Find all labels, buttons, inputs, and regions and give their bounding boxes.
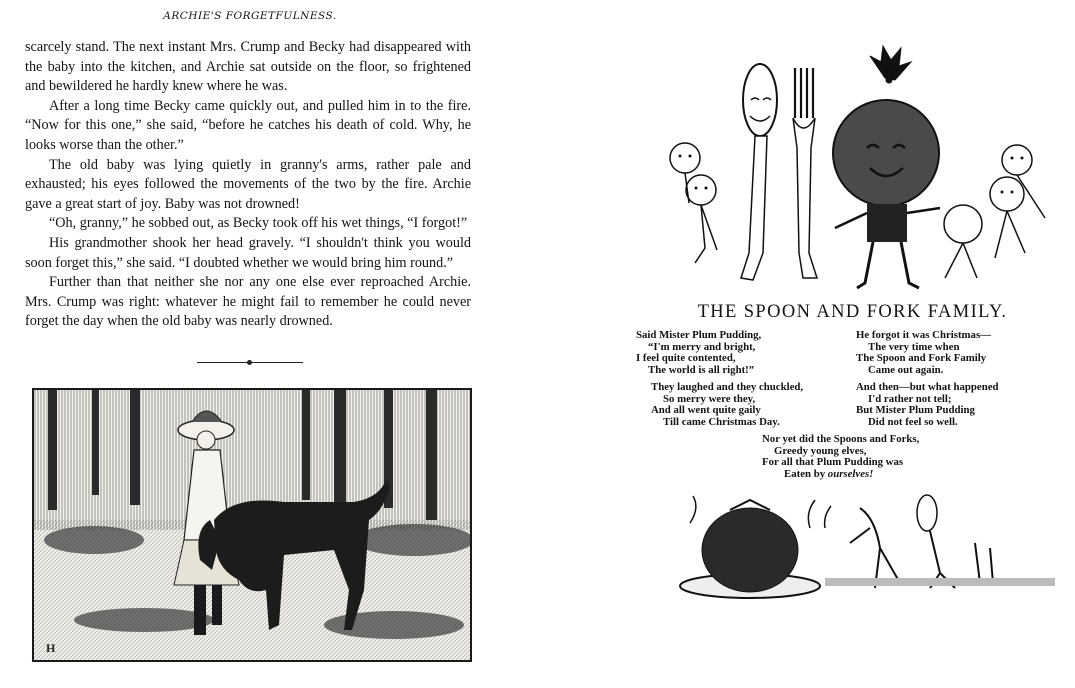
running-head: ARCHIE'S FORGETFULNESS. <box>163 10 337 22</box>
girl-and-dog-engraving <box>32 388 472 662</box>
story-text <box>25 38 471 332</box>
stanza-3: He forgot it was Christmas— The very time when The Spoon and Fork Family Came out again. <box>856 329 991 377</box>
stanza-2: They laughed and they chuckled, So merry were they, And all went quite gaily Till came Christmas Day. <box>651 381 804 429</box>
pudding-on-plate-illustration <box>675 488 1055 608</box>
left-page <box>0 0 500 688</box>
paragraph: Further than that neither she nor any one else ever reproached Archie. Mrs. Crump was right: whatever he might fail to remember he could never forget the day when the old baby was nearly drowned. <box>25 274 471 330</box>
right-page <box>620 0 1075 688</box>
stanza-4: And then—but what happened I'd rather not tell; But Mister Plum Pudding Did not feel so well. <box>856 381 999 429</box>
spoon-fork-family-illustration <box>645 38 1065 300</box>
divider-ornament <box>247 360 252 365</box>
poem-title: THE SPOON AND FORK FAMILY. <box>697 302 1008 322</box>
paragraph: After a long time Becky came quickly out, and pulled him in to the fire. “Now for this one,” she said, “before he catches his death of cold. Why, he looks worse than the other.” <box>25 97 471 153</box>
stanza-5: Nor yet did the Spoons and Forks, Greedy young elves, For all that Plum Pudding was Eaten by ourselves! <box>762 433 920 481</box>
paragraph: “Oh, granny,” he sobbed out, as Becky took off his wet things, “I forgot!” <box>49 215 468 232</box>
paragraph: scarcely stand. The next instant Mrs. Crump and Becky had disappeared with the baby into the kitchen, and Archie sat outside on the floor, so frightened and bewildered he hardly knew where he was. <box>25 39 471 95</box>
engraving-art <box>34 390 470 660</box>
holly-icon <box>870 46 911 83</box>
paragraph: His grandmother shook her head gravely. “I shouldn't think you would soon forget this,” she said. “I doubted whether we would bring him round.” <box>25 234 471 271</box>
stanza-1: Said Mister Plum Pudding, “I'm merry and bright, I feel quite contented, The world is all right!” <box>636 329 762 377</box>
engraving-monogram: H <box>46 641 56 655</box>
paragraph: The old baby was lying quietly in granny's arms, rather pale and exhausted; his eyes followed the movements of the two by the fire. Archie gave a great start of joy. Baby was not drowned! <box>25 156 471 212</box>
